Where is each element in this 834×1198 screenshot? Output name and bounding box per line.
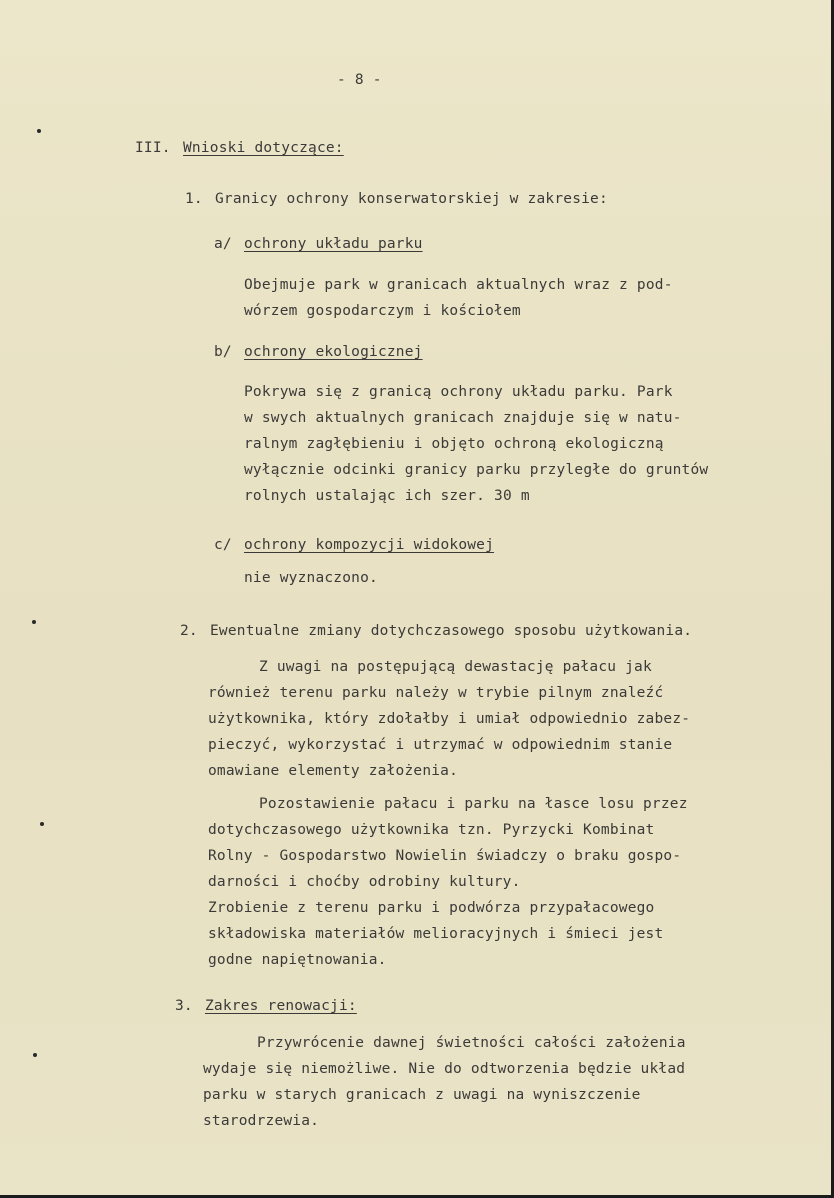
item1a-line: wórzem gospodarczym i kościołem	[244, 303, 521, 319]
item2-line: dotychczasowego użytkownika tzn. Pyrzycki Kombinat	[208, 822, 655, 838]
item1c-line: nie wyznaczono.	[244, 570, 378, 586]
margin-speck	[40, 822, 44, 826]
item3-number: 3.	[175, 998, 193, 1014]
item1b-line: w swych aktualnych granicach znajduje się w natu-	[244, 410, 682, 426]
margin-speck	[37, 129, 41, 133]
item1b-line: Pokrywa się z granicą ochrony układu parku. Park	[244, 384, 673, 400]
item2-line: Rolny - Gospodarstwo Nowielin świadczy o braku gospo-	[208, 848, 682, 864]
item2-line: pieczyć, wykorzystać i utrzymać w odpowiednim stanie	[208, 737, 673, 753]
item1c-title: ochrony kompozycji widokowej	[244, 537, 495, 553]
item2-number: 2.	[180, 623, 198, 639]
item1a-label: a/	[214, 236, 232, 252]
item1b-line: ralnym zagłębieniu i objęto ochroną ekologiczną	[244, 436, 664, 452]
item1a-line: Obejmuje park w granicach aktualnych wraz z pod-	[244, 277, 673, 293]
item2-line: użytkownika, który zdołałby i umiał odpowiednio zabez-	[208, 711, 691, 727]
margin-speck	[32, 620, 36, 624]
item2-line: darności i choćby odrobiny kultury.	[208, 874, 521, 890]
item3-line: starodrzewia.	[203, 1113, 320, 1129]
item2-line: składowiska materiałów melioracyjnych i śmieci jest	[208, 926, 664, 942]
item3-line: parku w starych granicach z uwagi na wyniszczenie	[203, 1087, 641, 1103]
margin-speck	[33, 1053, 37, 1057]
item2-line: Zrobienie z terenu parku i podwórza przypałacowego	[208, 900, 655, 916]
section-title: Wnioski dotyczące:	[183, 140, 344, 156]
item3-line: Przywrócenie dawnej świetności całości założenia	[257, 1035, 686, 1051]
item2-line: godne napiętnowania.	[208, 952, 387, 968]
item1b-line: rolnych ustalając ich szer. 30 m	[244, 488, 530, 504]
item2-line: Pozostawienie pałacu i parku na łasce losu przez	[259, 796, 688, 812]
item1-number: 1.	[185, 191, 203, 207]
item2-line: omawiane elementy założenia.	[208, 763, 459, 779]
item3-title: Zakres renowacji:	[205, 998, 357, 1014]
item3-line: wydaje się niemożliwe. Nie do odtworzenia będzie układ	[203, 1061, 686, 1077]
item1-title: Granicy ochrony konserwatorskiej w zakresie:	[215, 191, 608, 207]
item2-line: Z uwagi na postępującą dewastację pałacu jak	[259, 659, 652, 675]
item1a-title: ochrony układu parku	[244, 236, 423, 252]
item1b-title: ochrony ekologicznej	[244, 344, 423, 360]
item1c-label: c/	[214, 537, 232, 553]
page-number: - 8 -	[337, 72, 382, 88]
item1b-line: wyłącznie odcinki granicy parku przyległe do gruntów	[244, 462, 709, 478]
item2-title: Ewentualne zmiany dotychczasowego sposobu użytkowania.	[210, 623, 693, 639]
item2-line: również terenu parku należy w trybie pilnym znaleźć	[208, 685, 664, 701]
item1b-label: b/	[214, 344, 232, 360]
section-number: III.	[135, 140, 171, 156]
